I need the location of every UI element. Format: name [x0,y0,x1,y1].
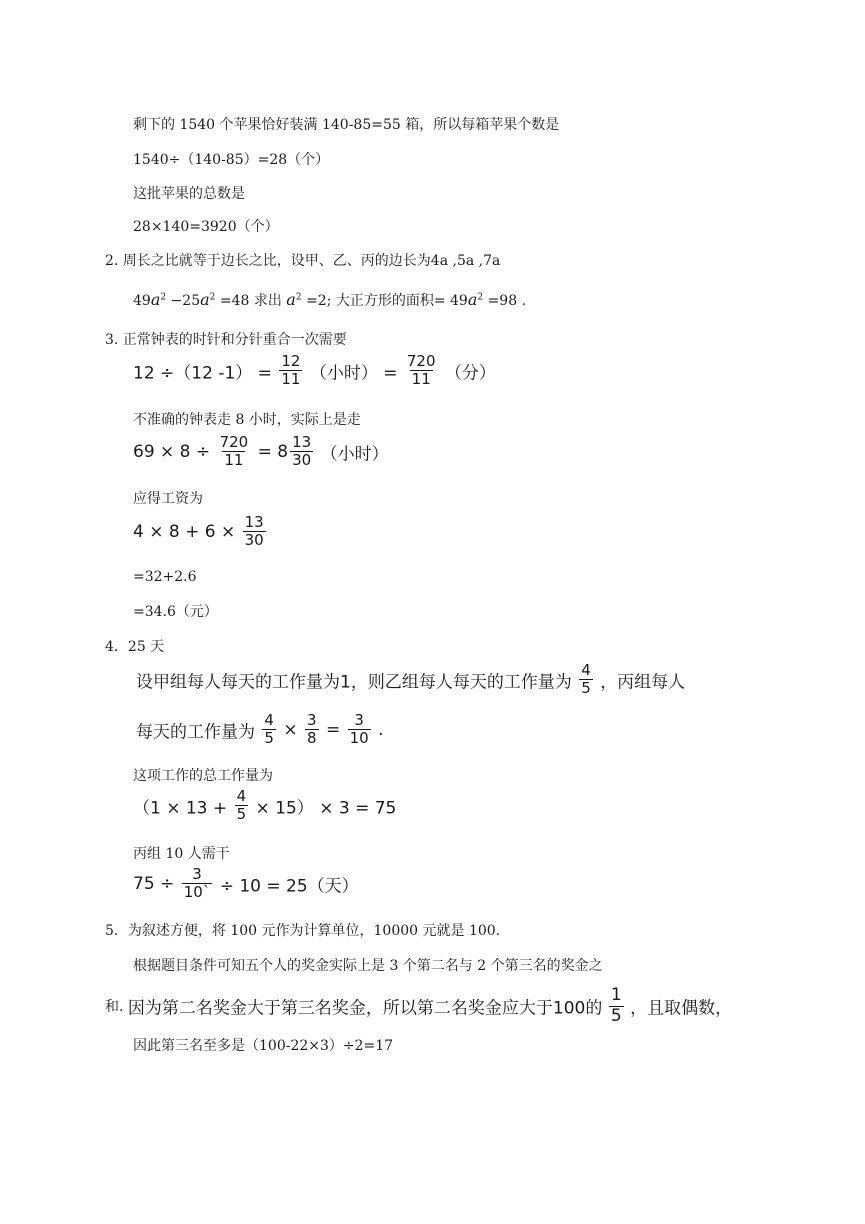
text-line: 因此第三名至多是（100-22×3）÷2=17 [133,1038,394,1054]
formula-line: 和. 因为第二名奖金大于第三名奖金，所以第二名奖金应大于100的 $\frac{1}{5}$ ，且取偶数， [105,985,733,1026]
question-2: 2. 周长之比就等于边长之比，设甲、乙、丙的边长为4a ,5a ,7a [105,253,501,269]
formula-line: 69 × 8 ÷ $\frac{720}{11}$ = 8 $\frac{13}{30}$ （小时） [133,433,389,470]
question-4: 4．25 天 [105,639,165,655]
formula-line: 每天的工作量为 $\frac{4}{5}$ × $\frac{3}{8}$ = $\frac{3}{10}$ . [136,711,384,748]
text-line: 剩下的 1540 个苹果恰好装满 140-85=55 箱，所以每箱苹果个数是 [133,117,560,133]
text-line: 这批苹果的总数是 [133,186,245,202]
text-line: 根据题目条件可知五个人的奖金实际上是 3 个第二名与 2 个第三名的奖金之 [133,958,603,974]
text-line: =34.6（元） [133,604,218,620]
text-line: 应得工资为 [133,491,203,507]
text-line: 不准确的钟表走 8 小时，实际上是走 [133,412,361,428]
formula-line: 设甲组每人每天的工作量为1，则乙组每人每天的工作量为 $\frac{4}{5}$ ，丙组每人 [136,661,686,698]
text-line: 这项工作的总工作量为 [133,768,273,784]
question-5: 5．为叙述方便，将 100 元作为计算单位，10000 元就是 100. [105,923,501,939]
formula-line: $49a^2 -25a^2 =48$ 求出 $a^2 =2$; 大正方形的面积= $49a^2 =98$ . [133,290,527,309]
formula-line: 75 ÷ $\frac{3}{10`}$ ÷ 10 = 25（天） [133,865,359,902]
text-line: 丙组 10 人需干 [133,846,230,862]
text-line: 1540÷（140-85）=28（个） [133,152,330,168]
formula-line: （1 × 13 + $\frac{4}{5}$ × 15） × 3 = 75 [133,787,397,824]
text-line: =32+2.6 [133,569,197,585]
formula-line: 12 ÷（12 -1） = $\frac{12}{11}$ （小时） = $\frac{720}{11}$ （分） [133,352,496,389]
text-line: 28×140=3920（个） [133,219,279,235]
formula-line: 4 × 8 + 6 × $\frac{13}{30}$ [133,513,264,550]
question-3: 3. 正常钟表的时针和分针重合一次需要 [105,332,347,348]
